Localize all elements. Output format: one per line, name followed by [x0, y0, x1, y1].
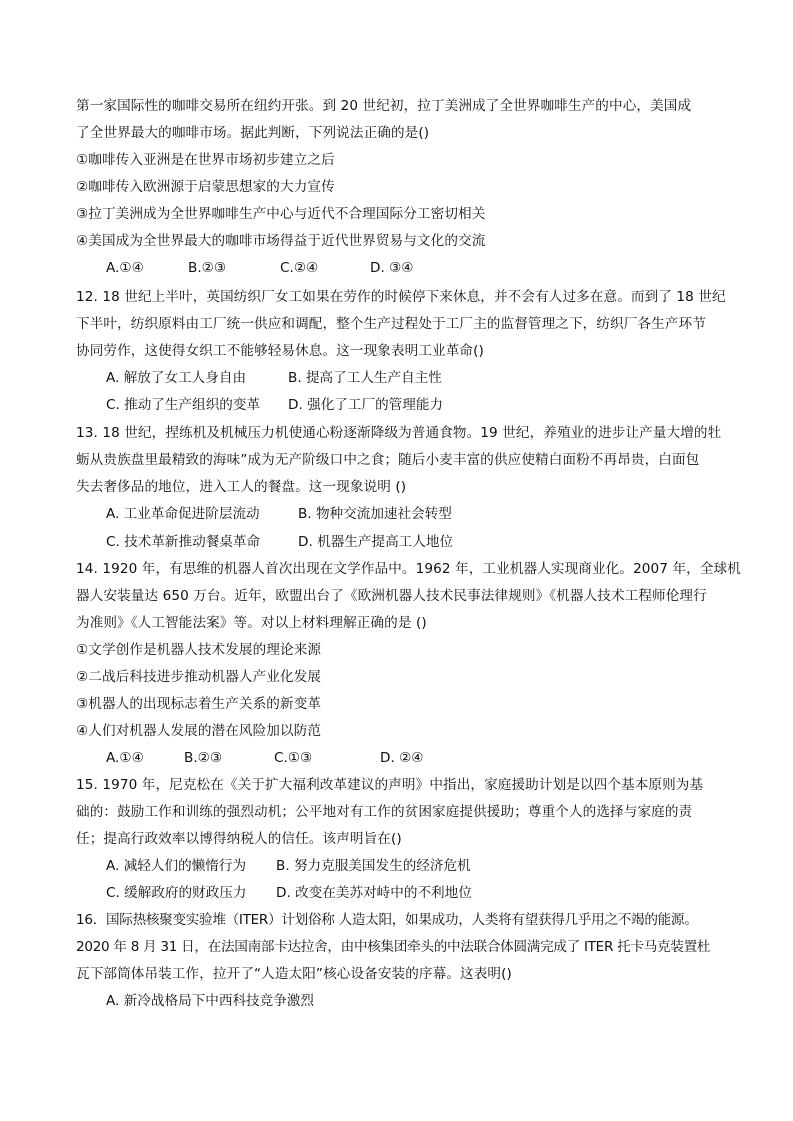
q11-stem-line-1: 第一家国际性的咖啡交易所在纽约开张。到 20 世纪初，拉丁美洲成了全世界咖啡生产的中心，美国成: [76, 98, 692, 114]
q12-stem-line-2: 下半叶，纺织原料由工厂统一供应和调配，整个生产过程处于工厂主的监督管理之下，纺织厂各生产环节: [76, 316, 706, 332]
q11-option-a: A.①④: [106, 260, 144, 276]
q14-item-2: ②二战后科技进步推动机器人产业化发展: [76, 669, 322, 685]
q12-option-d: D. 强化了工厂的管理能力: [288, 397, 444, 413]
q15-option-b: B. 努力克服美国发生的经济危机: [276, 858, 471, 874]
q11-item-2: ②咖啡传入欧洲源于启蒙思想家的大力宣传: [76, 179, 335, 195]
q14-option-a: A.①④: [106, 750, 144, 766]
q13-option-b: B. 物种交流加速社会转型: [298, 506, 452, 522]
q14-item-4: ④人们对机器人发展的潜在风险加以防范: [76, 723, 322, 739]
q12-option-b: B. 提高了工人生产自主性: [288, 370, 442, 386]
q15-option-a: A. 减轻人们的懒惰行为: [106, 858, 247, 874]
q14-stem-line-3: 为准则》《人工智能法案》等。对以上材料理解正确的是 (): [76, 615, 427, 631]
q14-option-b: B.②③: [184, 750, 223, 766]
q11-option-d: D. ③④: [370, 260, 414, 276]
q11-item-3: ③拉丁美洲成为全世界咖啡生产中心与近代不合理国际分工密切相关: [76, 206, 486, 222]
q14-stem-line-1: 14. 1920 年，有思维的机器人首次出现在文学作品中。1962 年，工业机器人实现商业化。2007 年，全球机: [76, 561, 741, 577]
q13-option-c: C. 技术革新推动餐桌革命: [106, 534, 261, 550]
q13-option-d: D. 机器生产提高工人地位: [298, 534, 454, 550]
q11-option-c: C.②④: [280, 260, 319, 276]
q13-stem-line-1: 13. 18 世纪，捏练机及机械压力机使通心粉逐渐降级为普通食物。19 世纪，养殖业的进步让产量大增的牡: [76, 425, 722, 441]
q13-option-a: A. 工业革命促进阶层流动: [106, 506, 260, 522]
q14-stem-line-2: 器人安装量达 650 万台。近年，欧盟出台了《欧洲机器人技术民事法律规则》《机器人技术工程师伦理行: [76, 588, 707, 604]
q16-stem-line-1: 16．国际热核聚变实验堆（ITER）计划俗称 人造太阳，如果成功，人类将有望获得几乎用之不竭的能源。: [76, 912, 698, 928]
q15-option-d: D. 改变在美苏对峙中的不利地位: [276, 885, 472, 901]
q12-option-c: C. 推动了生产组织的变革: [106, 397, 261, 413]
q15-stem-line-3: 任；提高行政效率以博得纳税人的信任。该声明旨在(): [76, 831, 402, 847]
q15-stem-line-1: 15. 1970 年，尼克松在《关于扩大福利改革建议的声明》中指出，家庭援助计划是以四个基本原则为基: [76, 777, 704, 793]
q13-stem-line-2: 蛎从贵族盘里最精致的海味”成为无产阶级口中之食；随后小麦丰富的供应使精白面粉不再昂贵，白面包: [76, 452, 700, 468]
q12-stem-line-3: 协同劳作，这使得女织工不能够轻易休息。这一现象表明工业革命(): [76, 343, 484, 359]
q14-item-1: ①文学创作是机器人技术发展的理论来源: [76, 642, 322, 658]
q15-stem-line-2: 础的：鼓励工作和训练的强烈动机；公平地对有工作的贫困家庭提供援助；尊重个人的选择与家庭的责: [76, 804, 693, 820]
q12-stem-line-1: 12. 18 世纪上半叶，英国纺织厂女工如果在劳作的时候停下来休息，并不会有人过多在意。而到了 18 世纪: [76, 289, 726, 305]
q11-stem-line-2: 了全世界最大的咖啡市场。据此判断，下列说法正确的是(): [76, 125, 430, 141]
q16-stem-line-3: 瓦下部筒体吊装工作，拉开了“人造太阳”核心设备安装的序幕。这表明(): [76, 966, 512, 982]
q15-option-c: C. 缓解政府的财政压力: [106, 885, 247, 901]
q14-option-c: C.①③: [274, 750, 313, 766]
q12-option-a: A. 解放了女工人身自由: [106, 370, 247, 386]
q11-item-1: ①咖啡传入亚洲是在世界市场初步建立之后: [76, 152, 335, 168]
q14-option-d: D. ②④: [380, 750, 424, 766]
q14-item-3: ③机器人的出现标志着生产关系的新变革: [76, 696, 322, 712]
q11-item-4: ④美国成为全世界最大的咖啡市场得益于近代世界贸易与文化的交流: [76, 233, 486, 249]
q16-stem-line-2: 2020 年 8 月 31 日，在法国南部卡达拉舍，由中核集团牵头的中法联合体圆满完成了 ITER 托卡马克装置杜: [76, 939, 711, 955]
q11-option-b: B.②③: [188, 260, 227, 276]
q16-option-a: A. 新冷战格局下中西科技竞争激烈: [106, 993, 315, 1009]
q13-stem-line-3: 失去奢侈品的地位，进入工人的餐盘。这一现象说明 (): [76, 479, 407, 495]
